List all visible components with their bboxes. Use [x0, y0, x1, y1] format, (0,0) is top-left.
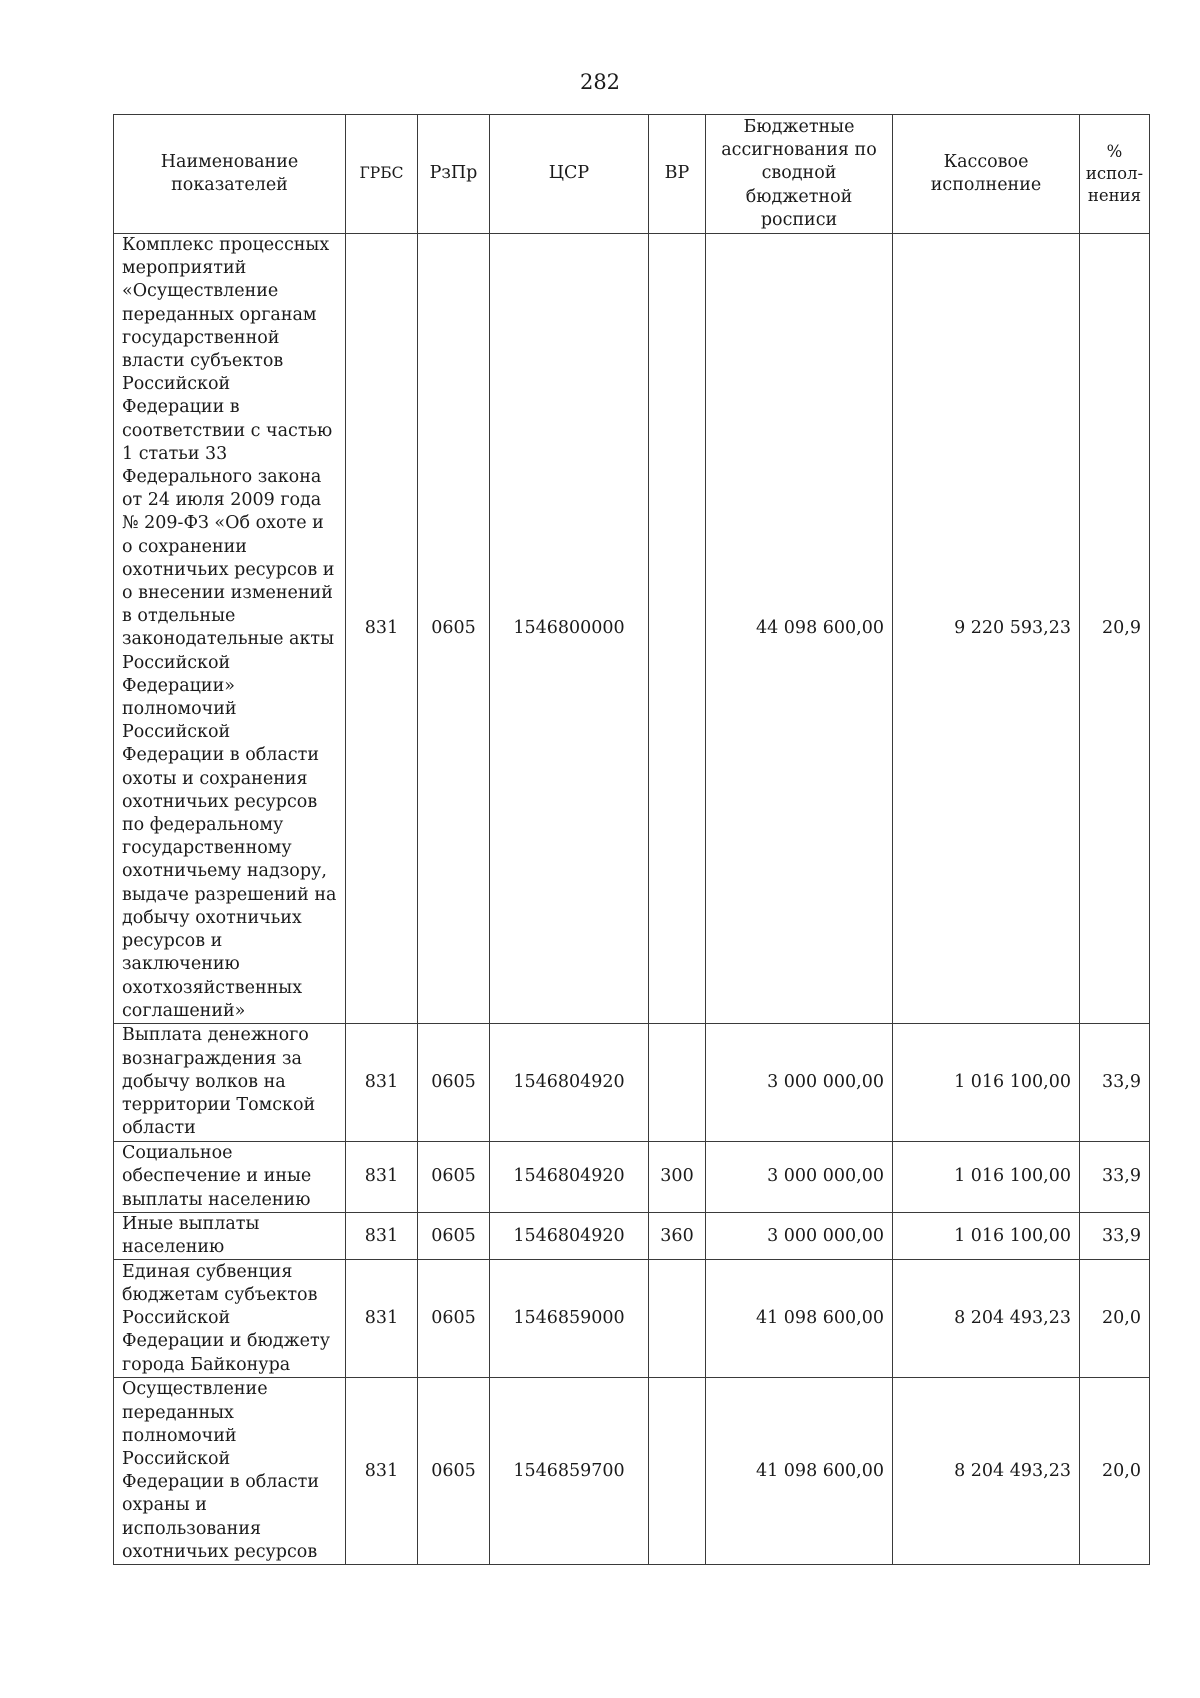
- budget-execution-table: [113, 114, 1150, 1565]
- row-percent: 33,9: [1080, 1212, 1150, 1259]
- row-budget: 3 000 000,00: [706, 1141, 893, 1212]
- row-rzpr: 0605: [418, 1212, 490, 1259]
- row-csr: 1546804920: [490, 1141, 649, 1212]
- row-name: Осуществление переданных полномочий Российской Федерации в области охраны и использования охотничьих ресурсов: [114, 1378, 346, 1565]
- row-budget: 41 098 600,00: [706, 1378, 893, 1565]
- row-cash: 1 016 100,00: [893, 1212, 1080, 1259]
- row-percent: 33,9: [1080, 1141, 1150, 1212]
- table-row: [114, 1023, 1150, 1141]
- row-csr: 1546804920: [490, 1212, 649, 1259]
- table-row: [114, 1212, 1150, 1259]
- header-cash-execution: Кассовое исполнение: [893, 115, 1080, 234]
- row-cash: 8 204 493,23: [893, 1260, 1080, 1378]
- row-grbs: 831: [346, 1378, 418, 1565]
- row-vr: 300: [649, 1141, 706, 1212]
- table-row: [114, 1260, 1150, 1378]
- row-vr: [649, 234, 706, 1024]
- row-name: Комплекс процессных мероприятий «Осуществление переданных органам государственной власти субъектов Российской Федерации в соответствии с частью 1 статьи 33 Федерального закона от 24 июля 2009 года № 209-ФЗ «Об охоте и о сохранении охотничьих ресурсов и о внесении изменений в отдельные законодательные акты Российской Федерации» полномочий Российской Федерации в области охоты и сохранения охотничьих ресурсов по федеральному государственному охотничьему надзору, выдаче разрешений на добычу охотничьих ресурсов и заключению охотхозяйственных соглашений»: [114, 234, 346, 1024]
- page-number: 282: [579, 70, 621, 94]
- row-grbs: 831: [346, 234, 418, 1024]
- row-rzpr: 0605: [418, 1378, 490, 1565]
- row-rzpr: 0605: [418, 234, 490, 1024]
- table-row: [114, 1141, 1150, 1212]
- row-name: Социальное обеспечение и иные выплаты населению: [114, 1141, 346, 1212]
- row-csr: 1546804920: [490, 1023, 649, 1141]
- row-vr: 360: [649, 1212, 706, 1259]
- row-grbs: 831: [346, 1260, 418, 1378]
- row-cash: 8 204 493,23: [893, 1378, 1080, 1565]
- row-vr: [649, 1023, 706, 1141]
- row-grbs: 831: [346, 1023, 418, 1141]
- row-percent: 20,9: [1080, 234, 1150, 1024]
- header-csr: ЦСР: [490, 115, 649, 234]
- row-rzpr: 0605: [418, 1260, 490, 1378]
- header-grbs: ГРБС: [346, 115, 418, 234]
- row-grbs: 831: [346, 1141, 418, 1212]
- table-row: [114, 1378, 1150, 1565]
- row-csr: 1546859700: [490, 1378, 649, 1565]
- row-csr: 1546800000: [490, 234, 649, 1024]
- row-cash: 1 016 100,00: [893, 1141, 1080, 1212]
- table-header-row: [114, 115, 1150, 234]
- row-cash: 1 016 100,00: [893, 1023, 1080, 1141]
- row-grbs: 831: [346, 1212, 418, 1259]
- header-name: Наименование показателей: [114, 115, 346, 234]
- row-budget: 3 000 000,00: [706, 1023, 893, 1141]
- header-budget-allocations: Бюджетные ассигнования по сводной бюджетной росписи: [706, 115, 893, 234]
- header-rzpr: РзПр: [418, 115, 490, 234]
- row-budget: 44 098 600,00: [706, 234, 893, 1024]
- row-percent: 33,9: [1080, 1023, 1150, 1141]
- row-cash: 9 220 593,23: [893, 234, 1080, 1024]
- row-budget: 3 000 000,00: [706, 1212, 893, 1259]
- row-budget: 41 098 600,00: [706, 1260, 893, 1378]
- row-percent: 20,0: [1080, 1260, 1150, 1378]
- table-row: [114, 234, 1150, 1024]
- row-name: Иные выплаты населению: [114, 1212, 346, 1259]
- row-vr: [649, 1260, 706, 1378]
- row-rzpr: 0605: [418, 1023, 490, 1141]
- row-rzpr: 0605: [418, 1141, 490, 1212]
- header-execution-percent: % испол-нения: [1080, 115, 1150, 234]
- row-name: Единая субвенция бюджетам субъектов Российской Федерации и бюджету города Байконура: [114, 1260, 346, 1378]
- row-percent: 20,0: [1080, 1378, 1150, 1565]
- row-vr: [649, 1378, 706, 1565]
- row-name: Выплата денежного вознаграждения за добычу волков на территории Томской области: [114, 1023, 346, 1141]
- row-csr: 1546859000: [490, 1260, 649, 1378]
- header-vr: ВР: [649, 115, 706, 234]
